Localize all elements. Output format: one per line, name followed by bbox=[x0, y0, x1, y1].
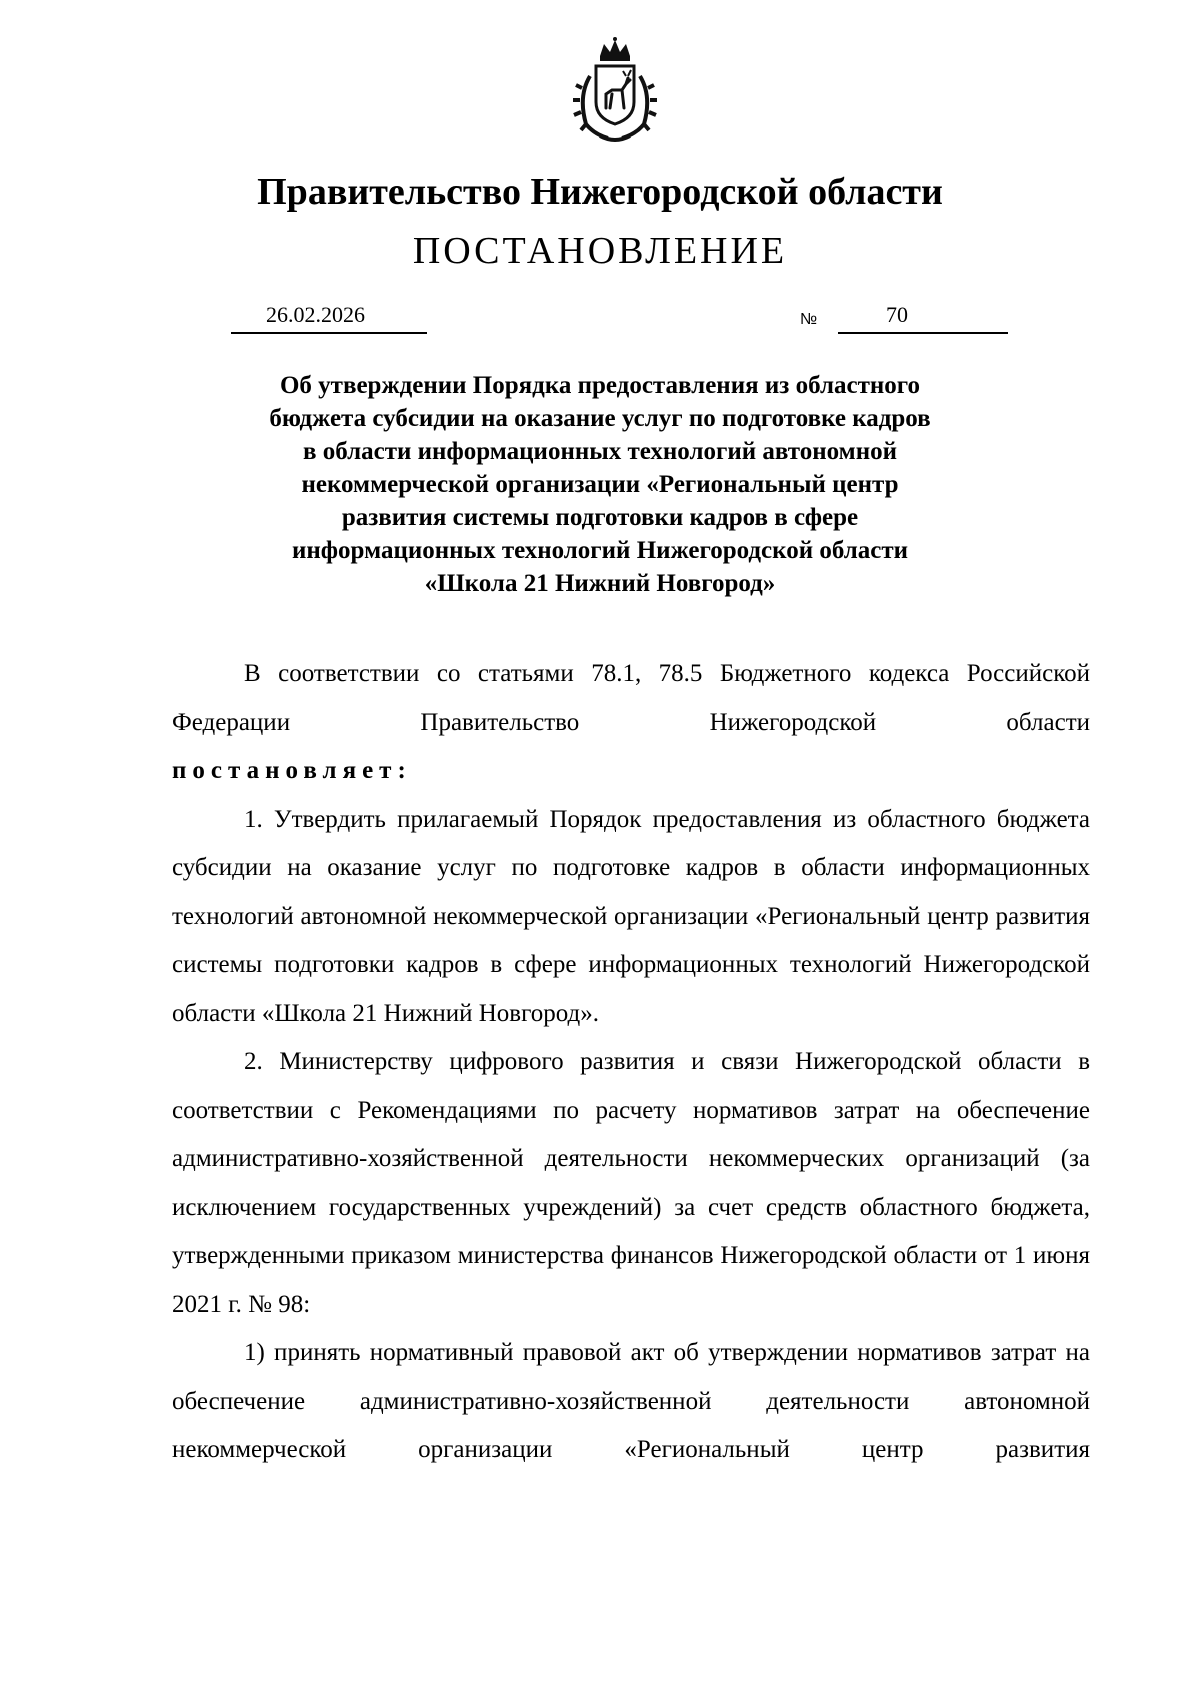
document-subject bbox=[200, 369, 1000, 600]
subject-line: некоммерческой организации «Региональный центр bbox=[301, 471, 899, 498]
subject-line: Об утверждении Порядка предоставления из областного bbox=[279, 372, 920, 399]
item-2-1-paragraph: 1) принять нормативный правовой акт об утверждении нормативов затрат на обеспечение административно-хозяйственной деятельности автономной некоммерческой организации «Региональный центр развития bbox=[172, 1339, 1090, 1463]
government-name: Правительство Нижегородской области bbox=[257, 171, 943, 213]
document-body bbox=[172, 650, 1090, 1475]
subject-line: информационных технологий Нижегородской области bbox=[291, 537, 909, 564]
subject-line: в области информационных технологий автономной bbox=[302, 438, 898, 465]
document-number: 70 bbox=[886, 302, 908, 327]
item-1-paragraph: 1. Утвердить прилагаемый Порядок предоставления из областного бюджета субсидии на оказание услуг по подготовке кадров в области информационных технологий автономной некоммерческой организации «Региональный центр развития системы подготовки кадров в сфере информационных технологий Нижегородской области «Школа 21 Нижний Новгород». bbox=[172, 805, 1090, 1027]
number-sign: № bbox=[800, 311, 818, 328]
resolve-word: постановляет: bbox=[172, 757, 412, 784]
subject-line: развития системы подготовки кадров в сфере bbox=[341, 504, 859, 531]
preamble-paragraph: В соответствии со статьями 78.1, 78.5 Бюджетного кодекса Российской Федерации Правительство Нижегородской области bbox=[172, 660, 1090, 736]
document-date: 26.02.2026 bbox=[266, 302, 365, 327]
coat-of-arms-icon bbox=[560, 36, 670, 146]
date-field bbox=[231, 302, 427, 334]
subject-line: бюджета субсидии на оказание услуг по подготовке кадров bbox=[269, 405, 931, 432]
item-2-paragraph: 2. Министерству цифрового развития и связи Нижегородской области в соответствии с Рекомендациями по расчету нормативов затрат на обеспечение административно-хозяйственной деятельности некоммерческих организаций (за исключением государственных учреждений) за счет средств областного бюджета, утвержденными приказом министерства финансов Нижегородской области от 1 июня 2021 г. № 98: bbox=[172, 1048, 1090, 1318]
number-field bbox=[838, 302, 1008, 334]
subject-line: «Школа 21 Нижний Новгород» bbox=[424, 570, 776, 597]
document-type: ПОСТАНОВЛЕНИЕ bbox=[412, 230, 788, 272]
